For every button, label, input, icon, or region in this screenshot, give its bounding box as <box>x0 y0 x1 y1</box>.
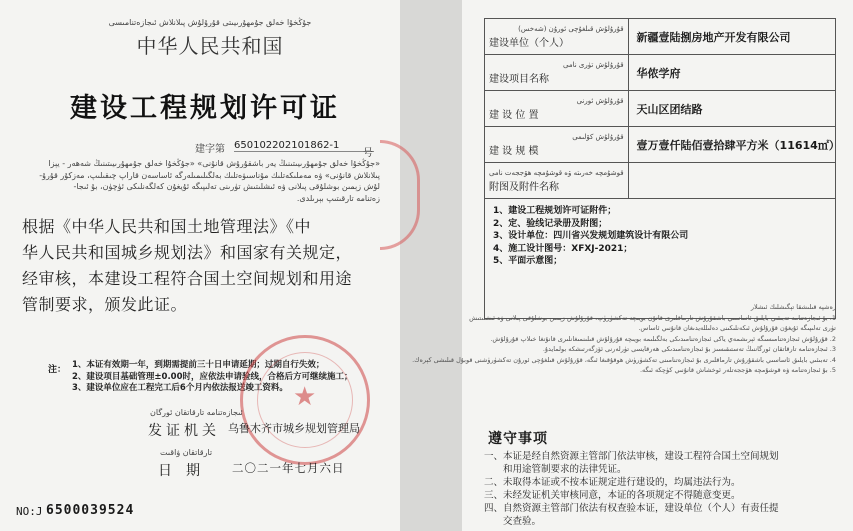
note-item: 2、建设项目基础管理±0.00时，应依法申请验线，合格后方可继续施工； <box>72 371 353 382</box>
table-row <box>485 163 836 199</box>
cell-label: 建 设 规 模 <box>489 145 539 157</box>
uyghur-cell-label: قۇرۇلۇش كۆلىمى <box>572 132 624 141</box>
rule-item: 四、自然资源主管部门依法有权查验本证，建设单位（个人）有责任提 <box>484 503 779 514</box>
rule-item: 一、本证是经自然资源主管部门依法审核，建设工程符合国土空间规划 <box>484 451 779 462</box>
attachment-item: 2、定、验线记录册及附图； <box>493 218 608 229</box>
statement-line: 华人民共和国城乡规划法》和国家有关规定， <box>22 243 353 262</box>
cell-label: 附图及附件名称 <box>489 181 559 193</box>
uyghur-note-title: رەشپە قىلىشقا تېگىشلىك ئىشلار <box>750 303 836 311</box>
uyghur-line: پىلانلاش قانۇنى» ۋە مەملىكەتلىك مۇناسىۋەتلىك بەلگىلىمىلەرگە ئاساسەن قاراپ چىقىلىپ، مەزكۇر قۇرۇ- <box>39 170 380 180</box>
uyghur-cell-label: قوشۇمچە خەرىتە ۋە قوشۇمچە ھۆججەت نامى <box>489 168 624 177</box>
uyghur-note-line: تۈرى تەلىپىگە ئۇيغۇن قۇرۇلۇش ئىكەنلىكىنى دەلىللەيدىغان قانۇنىي ئاساس. <box>638 324 836 332</box>
cell-value: 天山区团结路 <box>628 91 835 127</box>
table-row <box>485 127 836 163</box>
document-number: 6500039524 <box>46 503 135 518</box>
uyghur-note-line: 5. بۇ ئىجازەتنامە ۋە قوشۇمچە ھۆججەتلەر ئوخشاش قانۇنىي كۈچكە ئىگە. <box>639 366 836 374</box>
serial-number: 650102202101862-1 <box>234 140 374 152</box>
uyghur-line: لۇش زېمىن بوشلۇقى پىلانى ۋە ئىشلىتىش تۈرىنى تەلىپىگە ئۇيغۇن كەلگەنلىكى ئۈچۈن، بۇ ئىجا- <box>73 182 380 191</box>
rules-title: 遵守事项 <box>488 431 548 447</box>
statement-line: 经审核，本建设工程符合国土空间规划和用途 <box>22 269 353 288</box>
cell-value: 新疆壹陆捌房地产开发有限公司 <box>628 19 835 55</box>
attachment-item: 1、建设工程规划许可证附件； <box>493 206 617 216</box>
issuer-label: 发证机关 <box>148 423 220 439</box>
official-seal <box>240 335 370 465</box>
document-no-label: NO:J <box>16 505 43 518</box>
attachment-item: 5、平面示意图； <box>493 256 563 266</box>
permit-back-page <box>412 0 853 531</box>
cell-value: 壹万壹仟陆佰壹拾肆平方米（11614㎡） <box>628 127 835 163</box>
permit-front-page <box>0 0 400 531</box>
attachment-list <box>493 205 827 268</box>
attachment-item: 3、设计单位：四川省兴发规划建筑设计有限公司 <box>493 231 689 241</box>
uyghur-issuer-label: ئىجازەتنامە تارقاتقان ئورگان <box>150 408 243 417</box>
rule-item: 三、未经发证机关审核同意，本证的各项规定不得随意变更。 <box>484 490 741 501</box>
uyghur-cell-label: قۇرۇلۇش ئورنى <box>576 96 624 105</box>
star-icon: ★ <box>293 382 317 412</box>
table-row <box>485 55 836 91</box>
serial-suffix: 号 <box>363 148 373 159</box>
uyghur-note-line: 4. تەبىئىي بايلىق ئاساسىي باشقۇرۇش تارماقلىرى بۇ ئىجازەتنامىنى تەكشۈرۈش ھوقۇقىغا ئىگە، قۇرۇلۇش قىلغۇچى ئورۇن تەكشۈرۈشنى قوبۇل قىلىشى كېرەك. <box>412 355 836 364</box>
rule-item: 交查验。 <box>484 516 542 527</box>
uyghur-note-line: 2. قۇرۇلۇش ئىجازەتنامىسىگە ئېرىشمەي ياكى ئىجازەتنامىدىكى بەلگىلىمە بويىچە قۇرۇلۇش قىلىنمىغانلىرى قانۇنغا خىلاپ قۇرۇلۇش. <box>490 334 836 343</box>
statement-line: 根据《中华人民共和国土地管理法》《中 <box>22 217 312 236</box>
page-gap <box>400 0 462 531</box>
cell-label: 建设项目名称 <box>489 73 549 85</box>
issuer-value: 乌鲁木齐市城乡规划管理局 <box>228 422 360 435</box>
country-name: 中华人民共和国 <box>136 34 284 58</box>
uyghur-note-line: 3. ئىجازەتنامە تارقاتقان ئورگاننىڭ تەستىقىسىز بۇ ئىجازەتنامىدىكى ھەرقايسى تۈرلەرنى ئۆزگەرتىشكە بولمايدۇ. <box>542 345 836 353</box>
rules-list <box>484 450 836 528</box>
uyghur-line: «جۇڭخۇا خەلق جۇمھۇرىيىتىنىڭ يەر باشقۇرۇش قانۇنى» «جۇڭخۇا خەلق جۇمھۇرىيىتىنىڭ شەھەر - يېزا <box>48 159 380 168</box>
uyghur-line: زەتنامە تارقىتىپ بېرىلدى. <box>296 193 380 203</box>
table-row <box>485 91 836 127</box>
project-info-table <box>484 18 840 319</box>
uyghur-paragraph <box>28 158 380 204</box>
cell-label: 建 设 位 置 <box>489 109 539 121</box>
note-item: 1、本证有效期一年，到期需提前三十日申请延期；过期自行失效； <box>72 360 325 370</box>
issue-date: 二〇二一年七月六日 <box>232 461 345 475</box>
uyghur-notes <box>412 302 836 376</box>
rule-item: 和用途管制要求的法律凭证。 <box>484 464 627 475</box>
uyghur-country-title: جۇڭخۇا خەلق جۇمھۇرىيىتى قۇرۇلۇش پىلانلاش ئىجازەتنامىسى <box>108 18 312 27</box>
note-item: 3、建设单位应在工程完工后6个月内依法报送竣工资料。 <box>72 383 288 393</box>
uyghur-note-line: 1. بۇ ئىجازەتنامە تەبىئىي بايلىق ئاساسىي باشقۇرۇش تارماقلىرى قانۇن بويىچە تەكشۈرۈپ، قۇرۇلۇش زېمىن بوشلۇقى پىلانى ۋە ئىشلىتىش <box>469 313 836 322</box>
main-statement <box>22 214 384 318</box>
date-label: 日期 <box>158 463 214 479</box>
uyghur-cell-label: قۇرۇلۇش تۈرى نامى <box>562 60 624 69</box>
uyghur-cell-label: قۇرۇلۇش قىلغۇچى ئورۇن (شەخس) <box>518 24 624 33</box>
notes-label: 注： <box>48 365 67 375</box>
cell-value: 华侬学府 <box>628 55 835 91</box>
statement-line: 管制要求，颁发此证。 <box>22 295 188 314</box>
permit-title: 建设工程规划许可证 <box>70 93 340 124</box>
serial-label: 建字第 <box>195 144 225 155</box>
table-row <box>485 199 836 319</box>
table-row <box>485 19 836 55</box>
uyghur-date-label: تارقاتقان ۋاقىت <box>160 448 213 457</box>
cell-label: 建设单位（个人） <box>489 37 569 49</box>
attachment-item: 4、施工设计图号：XFXJ-2021； <box>493 243 633 254</box>
rule-item: 二、未取得本证或不按本证规定进行建设的，均属违法行为。 <box>484 477 741 488</box>
